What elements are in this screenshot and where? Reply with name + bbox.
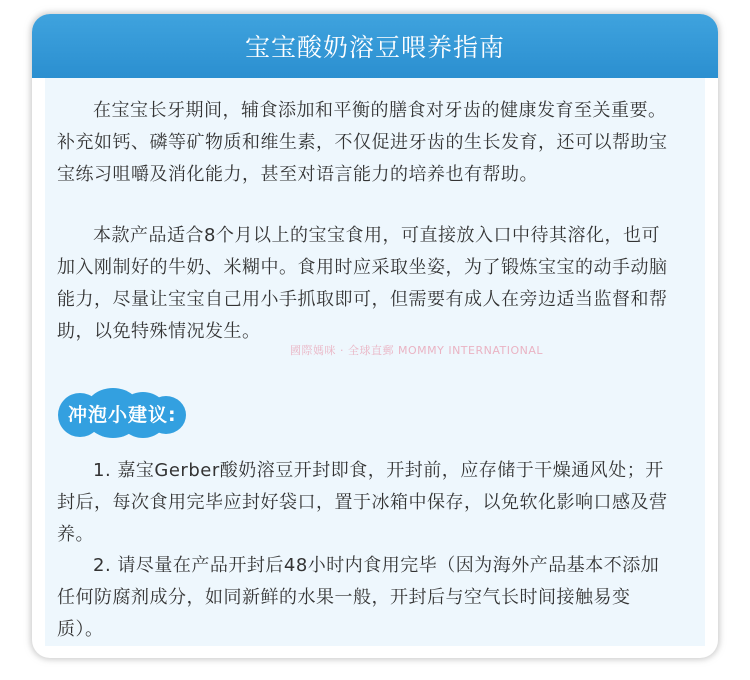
tip-item: 2. 请尽量在产品开封后48小时内食用完毕（因为海外产品基本不添加任何防腐剂成分，如同新鲜的水果一般，开封后与空气长时间接触易变质）。 (57, 555, 660, 640)
tips-badge (58, 388, 194, 438)
watermark: 國際媽咪 · 全球直郵 MOMMY INTERNATIONAL (290, 344, 544, 357)
page-title: 宝宝酸奶溶豆喂养指南 (244, 33, 505, 62)
title-bar (32, 14, 718, 78)
tip-item: 1. 嘉宝Gerber酸奶溶豆开封即食，开封前，应存储于干燥通风处；开封后，每次食用完毕应封好袋口，置于冰箱中保存，以免软化影响口感及营养。 (57, 460, 668, 545)
usage-paragraph: 本款产品适合8个月以上的宝宝食用，可直接放入口中待其溶化，也可加入刚制好的牛奶、米糊中。食用时应采取坐姿，为了锻炼宝宝的动手动脑能力，尽量让宝宝自己用小手抓取即可，但需要有成人在旁边适当监督和帮助，以免特殊情况发生。 (57, 225, 668, 342)
tips-badge-label: 冲泡小建议: (68, 404, 177, 426)
intro-paragraph: 在宝宝长牙期间，辅食添加和平衡的膳食对牙齿的健康发育至关重要。补充如钙、磷等矿物质和维生素，不仅促进牙齿的生长发育，还可以帮助宝宝练习咀嚼及消化能力，甚至对语言能力的培养也有帮助。 (57, 100, 668, 185)
